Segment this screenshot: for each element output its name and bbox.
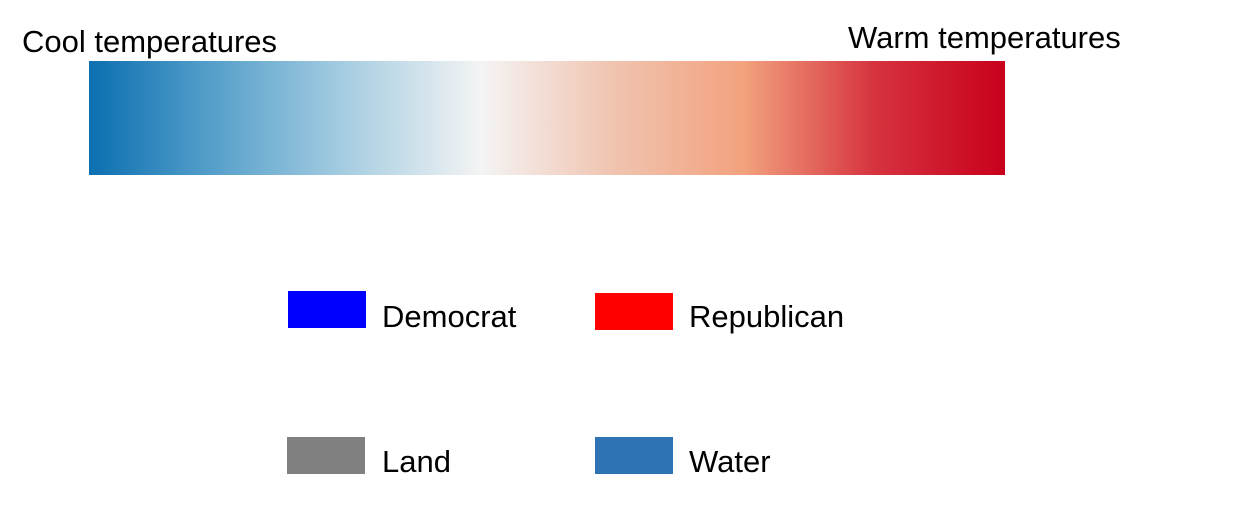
- democrat-label: Democrat: [382, 299, 517, 334]
- republican-swatch: [595, 293, 673, 330]
- land-swatch: [287, 437, 365, 474]
- cool-temperatures-label: Cool temperatures: [22, 24, 278, 59]
- republican-label: Republican: [689, 299, 845, 334]
- temperature-gradient-bar: [89, 61, 1005, 175]
- warm-temperatures-label: Warm temperatures: [848, 20, 1121, 55]
- land-label: Land: [382, 444, 451, 479]
- water-label: Water: [689, 444, 771, 479]
- democrat-swatch: [288, 291, 366, 328]
- water-swatch: [595, 437, 673, 474]
